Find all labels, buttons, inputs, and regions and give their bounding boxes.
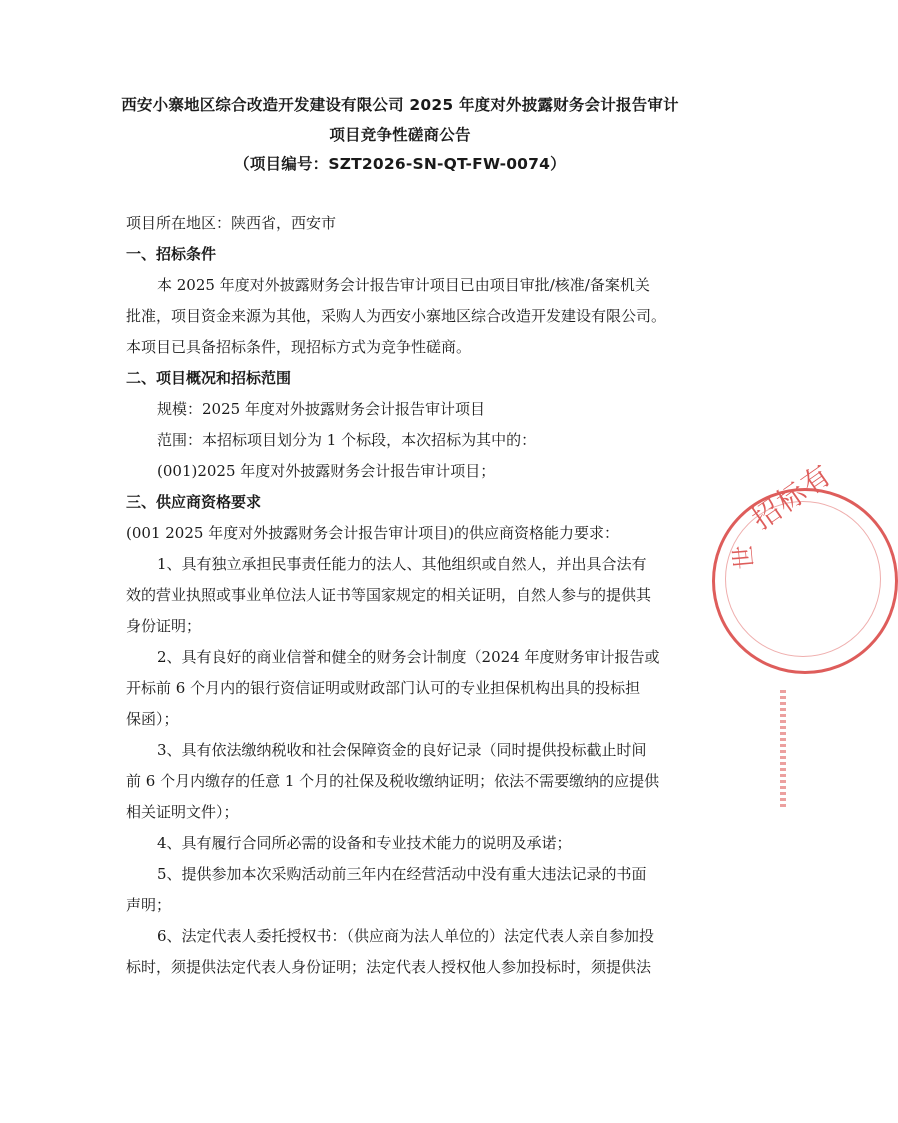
- section-heading: 三、供应商资格要求: [126, 493, 262, 511]
- edge-seam-stamp: [780, 690, 786, 810]
- section-heading: 二、项目概况和招标范围: [126, 369, 292, 387]
- body-line: 声明；: [126, 896, 172, 914]
- body-line: 保函）；: [126, 710, 179, 728]
- doc-title-line-1: 西安小寨地区综合改造开发建设有限公司 2025 年度对外披露财务会计报告审计: [121, 96, 679, 114]
- body-line: 规模：2025 年度对外披露财务会计报告审计项目: [157, 400, 485, 418]
- body-line: 6、法定代表人委托授权书：（供应商为法人单位的）法定代表人亲自参加投: [157, 927, 655, 945]
- body-line: (001 2025 年度对外披露财务会计报告审计项目)的供应商资格能力要求：: [126, 524, 620, 542]
- seal-inner-ring: [725, 501, 881, 657]
- body-line: 范围：本招标项目划分为 1 个标段，本次招标为其中的：: [157, 431, 537, 449]
- body-line: 效的营业执照或事业单位法人证书等国家规定的相关证明，自然人参与的提供其: [126, 586, 652, 604]
- doc-title-line-2: 项目竞争性磋商公告: [329, 126, 471, 144]
- body-line: (001)2025 年度对外披露财务会计报告审计项目；: [157, 462, 496, 480]
- body-line: 1、具有独立承担民事责任能力的法人、其他组织或自然人，并出具合法有: [157, 555, 647, 573]
- project-number: （项目编号：SZT2026-SN-QT-FW-0074）: [234, 155, 566, 173]
- body-line: 开标前 6 个月内的银行资信证明或财政部门认可的专业担保机构出具的投标担: [126, 679, 641, 697]
- body-line: 前 6 个月内缴存的任意 1 个月的社保及税收缴纳证明；依法不需要缴纳的应提供: [126, 772, 660, 790]
- section-heading: 一、招标条件: [126, 245, 217, 263]
- body-line: 2、具有良好的商业信誉和健全的财务会计制度（2024 年度财务审计报告或: [157, 648, 660, 666]
- body-line: 本项目已具备招标条件，现招标方式为竞争性磋商。: [126, 338, 472, 356]
- body-line: 本 2025 年度对外披露财务会计报告审计项目已由项目审批/核准/备案机关: [157, 276, 650, 294]
- body-line: 项目所在地区：陕西省，西安市: [126, 214, 337, 232]
- document-body: [126, 208, 681, 983]
- red-seal-stamp: [712, 457, 898, 674]
- body-line: 相关证明文件）；: [126, 803, 239, 821]
- body-line: 4、具有履行合同所必需的设备和专业技术能力的说明及承诺；: [157, 834, 572, 852]
- body-line: 批准，项目资金来源为其他，采购人为西安小寨地区综合改造开发建设有限公司。: [126, 307, 667, 325]
- seal-text-2: 世: [728, 544, 759, 571]
- body-line: 标时，须提供法定代表人身份证明；法定代表人授权他人参加投标时，须提供法: [126, 958, 652, 976]
- body-line: 身份证明；: [126, 617, 202, 635]
- body-line: 5、提供参加本次采购活动前三年内在经营活动中没有重大违法记录的书面: [157, 865, 647, 883]
- body-line: 3、具有依法缴纳税收和社会保障资金的良好记录（同时提供投标截止时间: [157, 741, 647, 759]
- seal-text: 招标有: [745, 457, 839, 537]
